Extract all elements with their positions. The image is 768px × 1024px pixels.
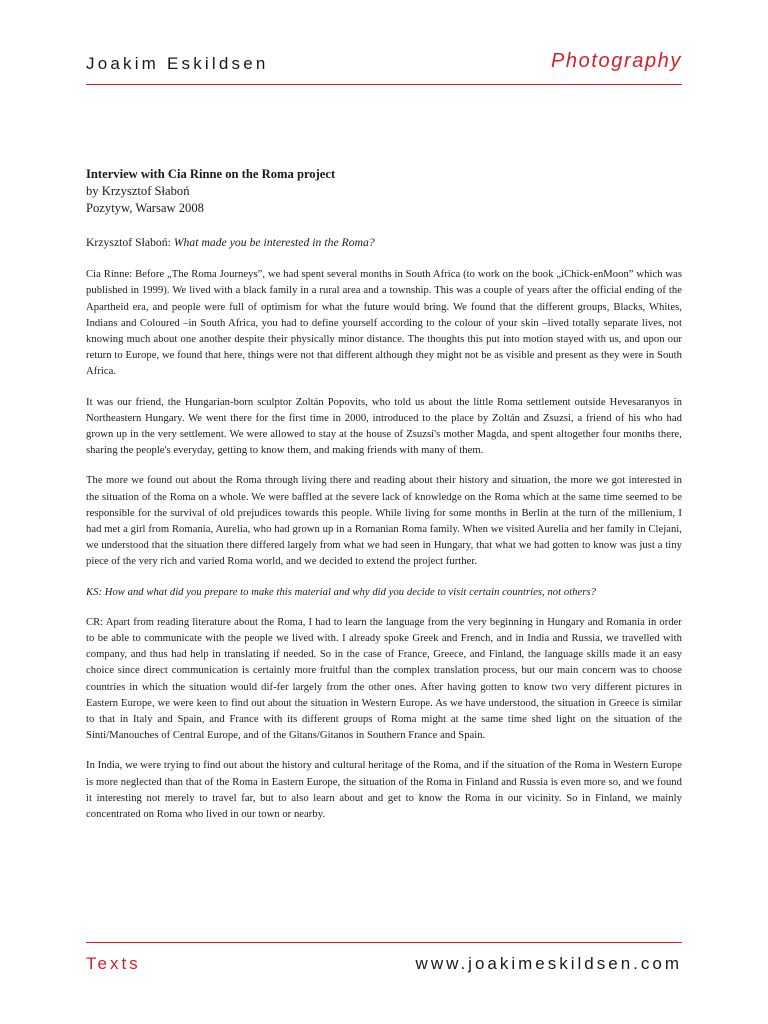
footer-website-link[interactable]: www.joakimeskildsen.com xyxy=(415,954,682,973)
article xyxy=(86,166,682,837)
article-publication: Pozytyw, Warsaw 2008 xyxy=(86,201,204,215)
header-divider xyxy=(86,84,682,85)
question-1-speaker: Krzysztof Słaboń: xyxy=(86,236,174,249)
answer-paragraph-4: CR: Apart from reading literature about the Roma, I had to learn the language from the very beginning in Hungary and Romania in order to be able to communicate with the people we lived with. I already spoke Greek and French, and in India and Russia, we travelled with company, and thus had help in translating if needed. So in the case of France, Greece, and Finland, the language skills made it an easy choice since direct communication is certainly more fruitful than the complex translation process, but our main concern was to choose countries in which the situation would dif-fer largely from the other ones. After having gotten to know two very different pictures in Eastern Europe, we were keen to find out about the situation in Western Europe. As we have understood, the situation in Greece is similar to that in Italy and Spain, and France with its different groups of Roma might at the same time shed light on the situation of the Sinti/Manouches of Central Europe, and of the Gitans/Gitanos in Southern France and Spain. xyxy=(86,616,682,742)
footer-divider xyxy=(86,942,682,943)
answer-paragraph-3: The more we found out about the Roma through living there and reading about their history and situation, the more we got interested in the situation of the Roma on a whole. We were baffled at the severe lack of knowledge on the Roma which at the same time seemed to be responsible for the survival of old prejudices towards this people. While living for some months in Berlin at the turn of the millenium, I had met a girl from Romania, Aurelia, who had grown up in a Romanian Roma family. When we visited Aurelia and her family in Clejani, we understood that the situation there differed largely from what we had seen in Hungary, that what we had gotten to know was just a tiny piece of the very rich and varied Roma world, and we decided to extend the project further. xyxy=(86,475,682,568)
article-title: Interview with Cia Rinne on the Roma project xyxy=(86,167,336,181)
page-header xyxy=(86,48,682,84)
question-1-text: What made you be interested in the Roma? xyxy=(173,236,375,249)
answer-paragraph-5: In India, we were trying to find out about the history and cultural heritage of the Roma, and if the situation of the Roma in Western Europe is more neglected than that of the Roma in Eastern Europe, the situation of the Roma in Finland and Russia is even more so, and we found it interesting not merely to travel far, but to also learn about and get to know the Roma in our vicinity. So in Finland, we mainly concentrated on Roma who lived in our town or nearby. xyxy=(86,760,682,821)
footer-section-label: Texts xyxy=(86,954,141,973)
answer-paragraph-1: Cia Rinne: Before „The Roma Journeys”, we had spent several months in South Africa (to work on the book „iChick-enMoon” which was published in 1999). We lived with a black family in a rural area and a township. This was a couple of years after the official ending of the Apartheid era, and people were full of optimism for what the future would bring. We found that the different groups, Blacks, Whites, Indians and Coloured –in South Africa, you had to define yourself according to the colour of your skin –lived totally separate lives, not knowing much about one another despite their physically minor distance. The thoughts this put into motion stayed with us, and upon our return to Europe, we found that here, things were not that different although they might not be as visible and present as they were in South Africa. xyxy=(86,269,682,378)
answer-paragraph-2: It was our friend, the Hungarian-born sculptor Zoltán Popovits, who told us about the little Roma settlement outside Hevesaranyos in Northeastern Hungary. We went there for the first time in 2000, introduced to the place by Zoltán and Zsuzsi, a friend of his who had grown up in the very settlement. We were allowed to stay at the house of Zsuzsi's mother Magda, and spent altogether four months there, sharing the people's everyday, getting to know them, and making friends with many of them. xyxy=(86,396,682,457)
section-title: Photography xyxy=(550,50,682,72)
question-2: KS: How and what did you prepare to make this material and why did you decide to visit certain countries, not others? xyxy=(86,586,596,598)
article-heading xyxy=(86,166,682,217)
page-footer xyxy=(86,952,682,982)
article-byline: by Krzysztof Słaboń xyxy=(86,184,190,198)
brand-name: Joakim Eskildsen xyxy=(86,54,269,73)
question-1 xyxy=(86,235,682,251)
